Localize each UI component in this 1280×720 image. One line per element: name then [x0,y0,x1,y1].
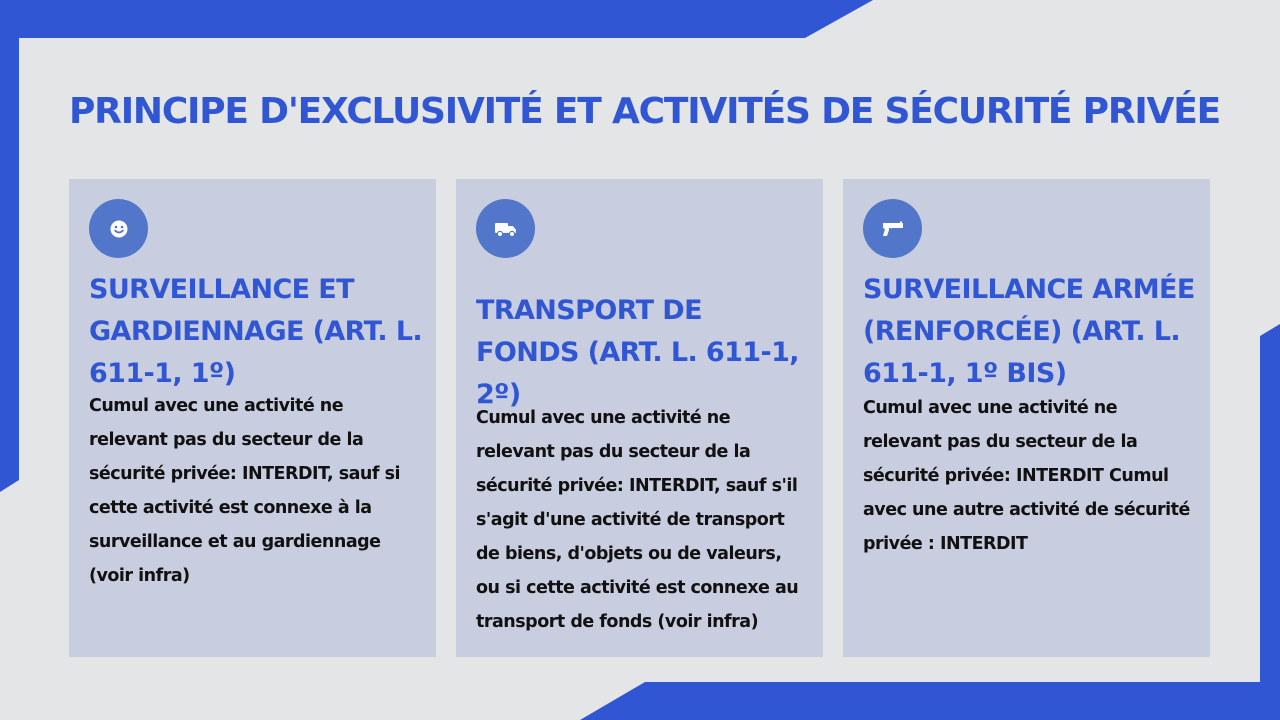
smiley-icon [89,199,148,258]
card-title: SURVEILLANCE ARMÉE (RENFORCÉE) (ART. L. 611-1, 1º BIS) [863,274,1195,389]
gun-icon [863,199,922,258]
card-title: TRANSPORT DE FONDS (ART. L. 611-1, 2º) [476,295,799,410]
card-transport-de-fonds [456,179,823,657]
card-surveillance-armee [843,179,1210,657]
card-text: Cumul avec une activité ne relevant pas du secteur de la sécurité privée: INTERDIT, sauf s'il s'agit d'une activité de transport de biens, d'objets ou de valeurs, ou si cette activité est connexe au transport de fonds (voir infra) [476,408,799,632]
truck-icon [476,199,535,258]
page-title: PRINCIPE D'EXCLUSIVITÉ ET ACTIVITÉS DE SÉCURITÉ PRIVÉE [69,91,1220,132]
card-text: Cumul avec une activité ne relevant pas du secteur de la sécurité privée: INTERDIT Cumul avec une autre activité de sécurité privée : INTERDIT [863,398,1190,554]
card-text: Cumul avec une activité ne relevant pas du secteur de la sécurité privée: INTERDIT, sauf si cette activité est connexe à la surveillance et au gardiennage (voir infra) [89,396,401,586]
card-title: SURVEILLANCE ET GARDIENNAGE (ART. L. 611-1, 1º) [89,274,423,389]
card-surveillance-gardiennage [69,179,436,657]
